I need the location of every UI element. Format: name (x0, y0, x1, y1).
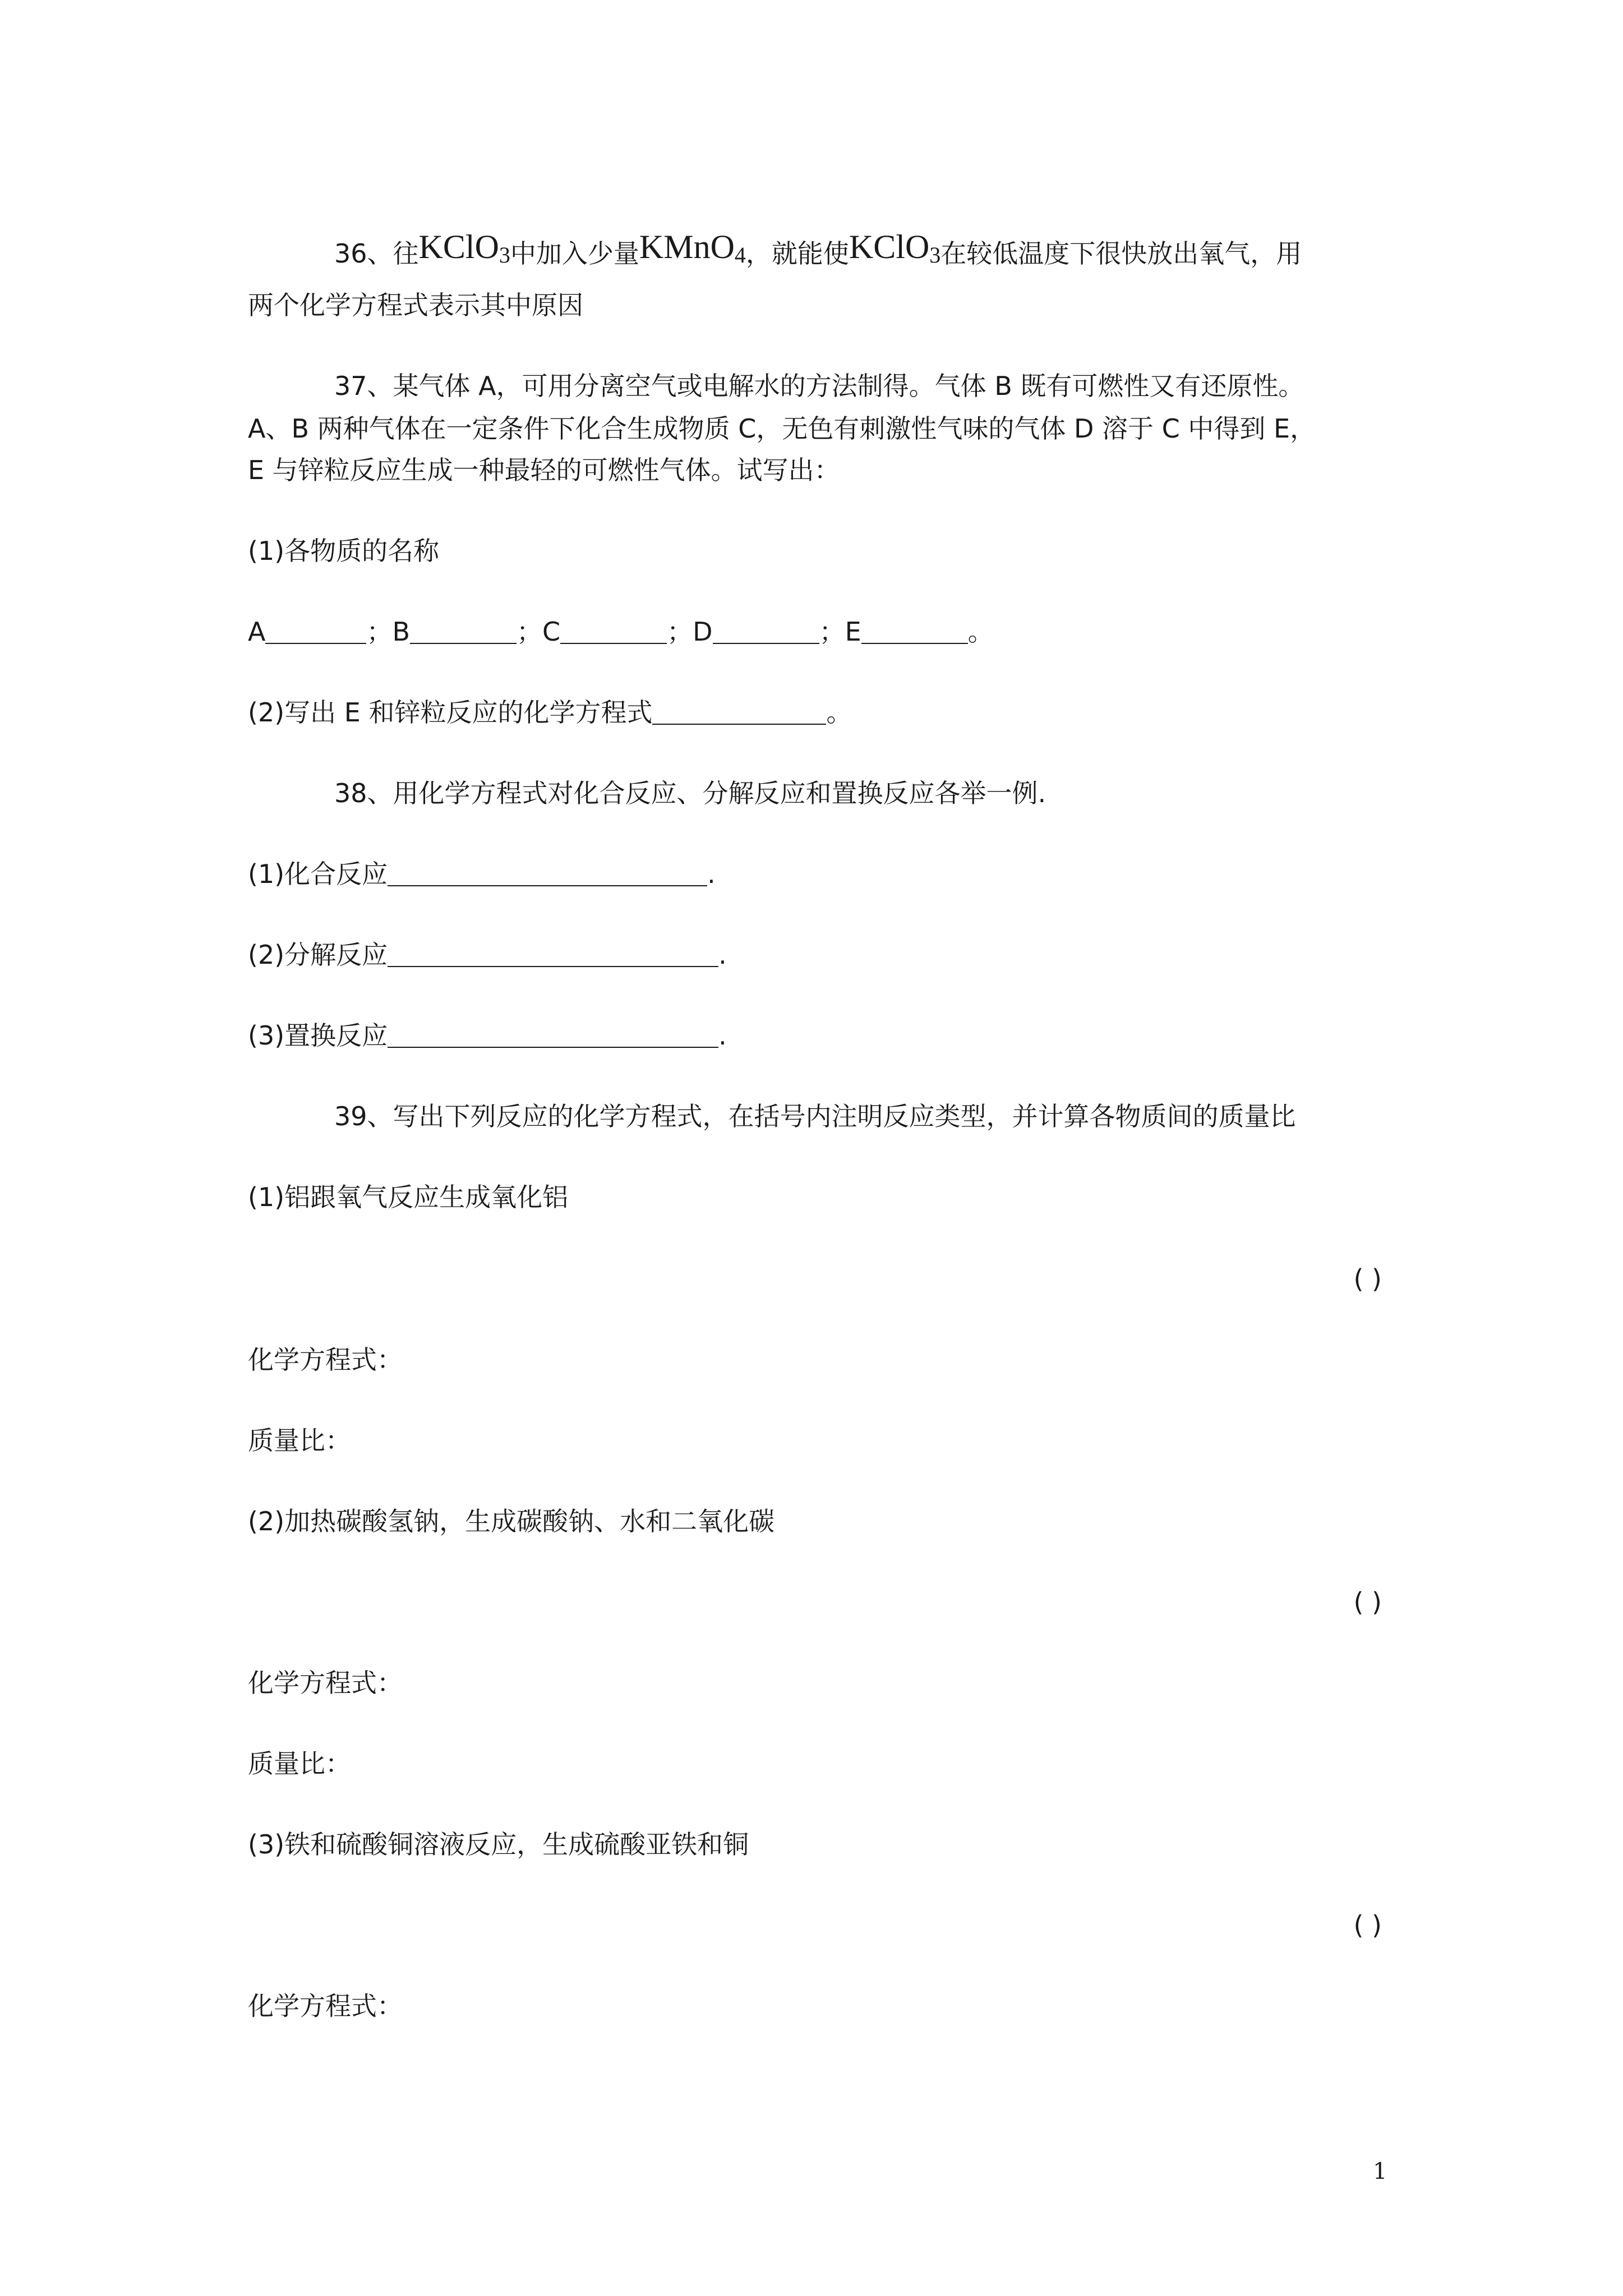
q38-item-1-label: (1)化合反应 (248, 859, 388, 889)
q39-item-2-equation-label: 化学方程式： (248, 1668, 403, 1698)
formula-kclo3-2: KClO$_3$ (849, 228, 941, 268)
q38-item-2-end: . (718, 940, 727, 970)
q39-item-2: (2)加热碳酸氢钠，生成碳酸钠、水和二氧化碳 (248, 1506, 775, 1536)
q36-text-3: ，就能使 (745, 238, 849, 269)
blank-row-end: 。 (967, 616, 994, 647)
q36-text-1: 、往 (367, 238, 419, 269)
q37-part-2-text: (2)写出 E 和锌粒反应的化学方程式 (248, 697, 653, 728)
q39-item-3-equation-label: 化学方程式： (248, 1991, 403, 2021)
q36-text-2: 中加入少量 (510, 238, 639, 269)
q38-item-2-field[interactable] (388, 940, 718, 967)
q38-item-1-field[interactable] (388, 859, 707, 886)
blank-a-field[interactable] (265, 617, 366, 644)
formula-kclo3-1: KClO$_3$ (418, 228, 510, 268)
blank-label-c: ；C (517, 616, 561, 647)
q38-item-2 (248, 938, 727, 972)
blank-label-a: A (248, 616, 266, 647)
q38-item-1 (248, 857, 716, 891)
q36-line-2: 两个化学方程式表示其中原因 (248, 290, 583, 320)
q37-line-2: A、B 两种气体在一定条件下化合生成物质 C，无色有刺激性气味的气体 D 溶于 C 中得到 E， (248, 413, 1316, 444)
blank-c-field[interactable] (560, 617, 667, 644)
q38-title: 38、用化学方程式对化合反应、分解反应和置换反应各举一例. (334, 778, 1046, 808)
q39-item-1-equation-label: 化学方程式： (248, 1345, 403, 1375)
q39-item-1: (1)铝跟氧气反应生成氧化铝 (248, 1182, 569, 1212)
page-number: 1 (1373, 2159, 1387, 2184)
q37-blanks-row (248, 615, 994, 648)
formula-kmno4: KMnO$_4$ (639, 228, 746, 268)
q38-item-3-field[interactable] (388, 1021, 718, 1048)
blank-e-field[interactable] (861, 617, 968, 644)
q39-item-3-type-parens[interactable]: ( ) (1353, 1910, 1382, 1940)
q39-item-1-ratio-label: 质量比： (248, 1425, 351, 1456)
q39-item-3: (3)铁和硫酸铜溶液反应，生成硫酸亚铁和铜 (248, 1829, 749, 1860)
q39-title: 39、写出下列反应的化学方程式，在括号内注明反应类型，并计算各物质间的质量比 (334, 1101, 1296, 1131)
q36-text-4: 在较低温度下很快放出氧气，用 (940, 238, 1302, 269)
q37-equation-field[interactable] (652, 698, 826, 725)
q39-item-1-type-parens[interactable]: ( ) (1353, 1264, 1382, 1294)
blank-label-d: ；D (667, 616, 713, 647)
q39-item-2-type-parens[interactable]: ( ) (1353, 1587, 1382, 1617)
q38-item-1-end: . (707, 859, 716, 889)
blank-label-b: ；B (366, 616, 411, 647)
q37-part-2 (248, 696, 852, 729)
q37-part-2-end: 。 (826, 697, 852, 728)
q38-item-3-label: (3)置换反应 (248, 1020, 388, 1051)
q37-line-3: E 与锌粒反应生成一种最轻的可燃性气体。试写出： (248, 455, 840, 485)
blank-label-e: ；E (819, 616, 861, 647)
q39-item-2-ratio-label: 质量比： (248, 1749, 351, 1779)
q36-line-1 (334, 230, 1302, 272)
q38-item-3 (248, 1019, 727, 1052)
blank-b-field[interactable] (410, 617, 517, 644)
q38-item-3-end: . (718, 1020, 727, 1051)
q36-number: 36 (334, 238, 367, 269)
q38-item-2-label: (2)分解反应 (248, 940, 388, 970)
q37-part-1: (1)各物质的名称 (248, 536, 440, 566)
q37-line-1: 37、某气体 A，可用分离空气或电解水的方法制得。气体 B 既有可燃性又有还原性。 (334, 371, 1304, 401)
blank-d-field[interactable] (713, 617, 819, 644)
